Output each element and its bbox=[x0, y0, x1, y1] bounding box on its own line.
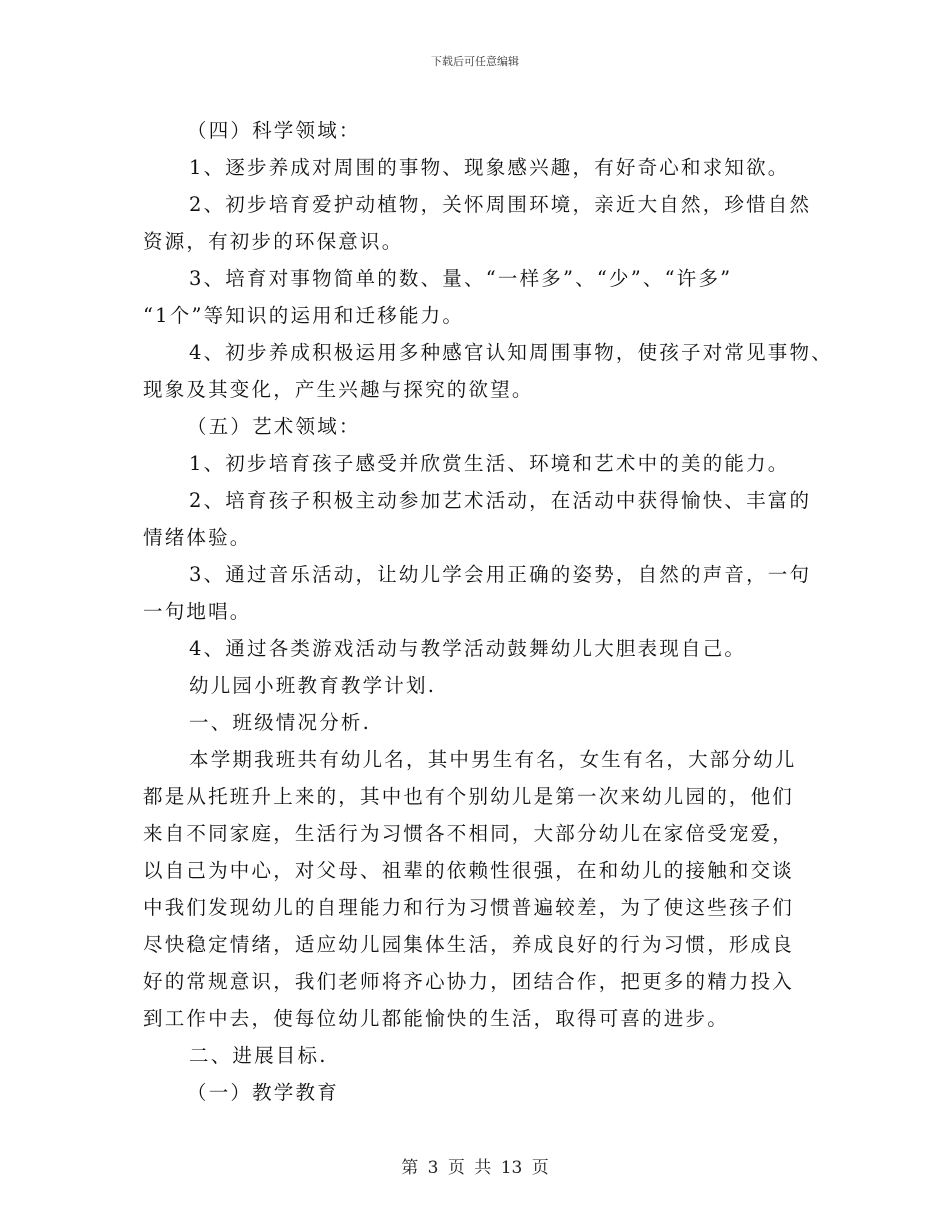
text-line: 一句地唱。 bbox=[143, 600, 252, 623]
text-line: 现象及其变化，产生兴趣与探究的欲望。 bbox=[143, 378, 534, 401]
text-line: 尽快稳定情绪，适应幼儿园集体生活，养成良好的行为习惯，形成良 bbox=[143, 933, 795, 956]
text-line: （五）艺术领域： bbox=[187, 415, 361, 438]
text-line: （四）科学领域： bbox=[187, 119, 361, 142]
text-line: 以自己为中心，对父母、祖辈的依赖性很强，在和幼儿的接触和交谈 bbox=[143, 859, 795, 882]
text-line: 来自不同家庭，生活行为习惯各不相同，大部分幼儿在家倍受宠爱， bbox=[143, 822, 795, 845]
text-line: 3、通过音乐活动，让幼儿学会用正确的姿势，自然的声音，一句 bbox=[189, 563, 812, 586]
text-line: 到工作中去，使每位幼儿都能愉快的生活，取得可喜的进步。 bbox=[143, 1007, 729, 1030]
text-line: 2、初步培育爱护动植物，关怀周围环境，亲近大自然，珍惜自然 bbox=[189, 193, 812, 216]
text-line: 幼儿园小班教育教学计划. bbox=[189, 674, 437, 697]
text-line: 中我们发现幼儿的自理能力和行为习惯普遍较差，为了使这些孩子们 bbox=[143, 896, 795, 919]
text-line: 情绪体验。 bbox=[143, 526, 252, 549]
text-line: 3、培育对事物简单的数、量、“一样多”、“少”、“许多” bbox=[189, 267, 733, 290]
text-line: 1、初步培育孩子感受并欣赏生活、环境和艺术中的美的能力。 bbox=[189, 452, 790, 475]
text-line: “1个”等知识的运用和迁移能力。 bbox=[143, 304, 465, 327]
page-header-note: 下载后可任意编辑 bbox=[431, 55, 519, 68]
page-number-footer: 第 3 页 共 13 页 bbox=[401, 1158, 549, 1178]
document-body bbox=[143, 112, 833, 1111]
text-line: 一、班级情况分析. bbox=[189, 711, 371, 734]
text-line: 4、通过各类游戏活动与教学活动鼓舞幼儿大胆表现自己。 bbox=[189, 637, 747, 660]
text-line: 好的常规意识，我们老师将齐心协力，团结合作，把更多的精力投入 bbox=[143, 970, 795, 993]
text-line: 4、初步养成积极运用多种感官认知周围事物，使孩子对常见事物、 bbox=[189, 341, 833, 364]
text-line: 二、进展目标. bbox=[189, 1044, 328, 1067]
text-line: 2、培育孩子积极主动参加艺术活动，在活动中获得愉快、丰富的 bbox=[189, 489, 812, 512]
text-line: 都是从托班升上来的，其中也有个别幼儿是第一次来幼儿园的，他们 bbox=[143, 785, 795, 808]
text-line: 本学期我班共有幼儿名，其中男生有名，女生有名，大部分幼儿 bbox=[189, 748, 797, 771]
text-line: 资源，有初步的环保意识。 bbox=[143, 230, 404, 253]
text-line: 1、逐步养成对周围的事物、现象感兴趣，有好奇心和求知欲。 bbox=[189, 156, 790, 179]
text-line: （一）教学教育 bbox=[187, 1081, 339, 1104]
